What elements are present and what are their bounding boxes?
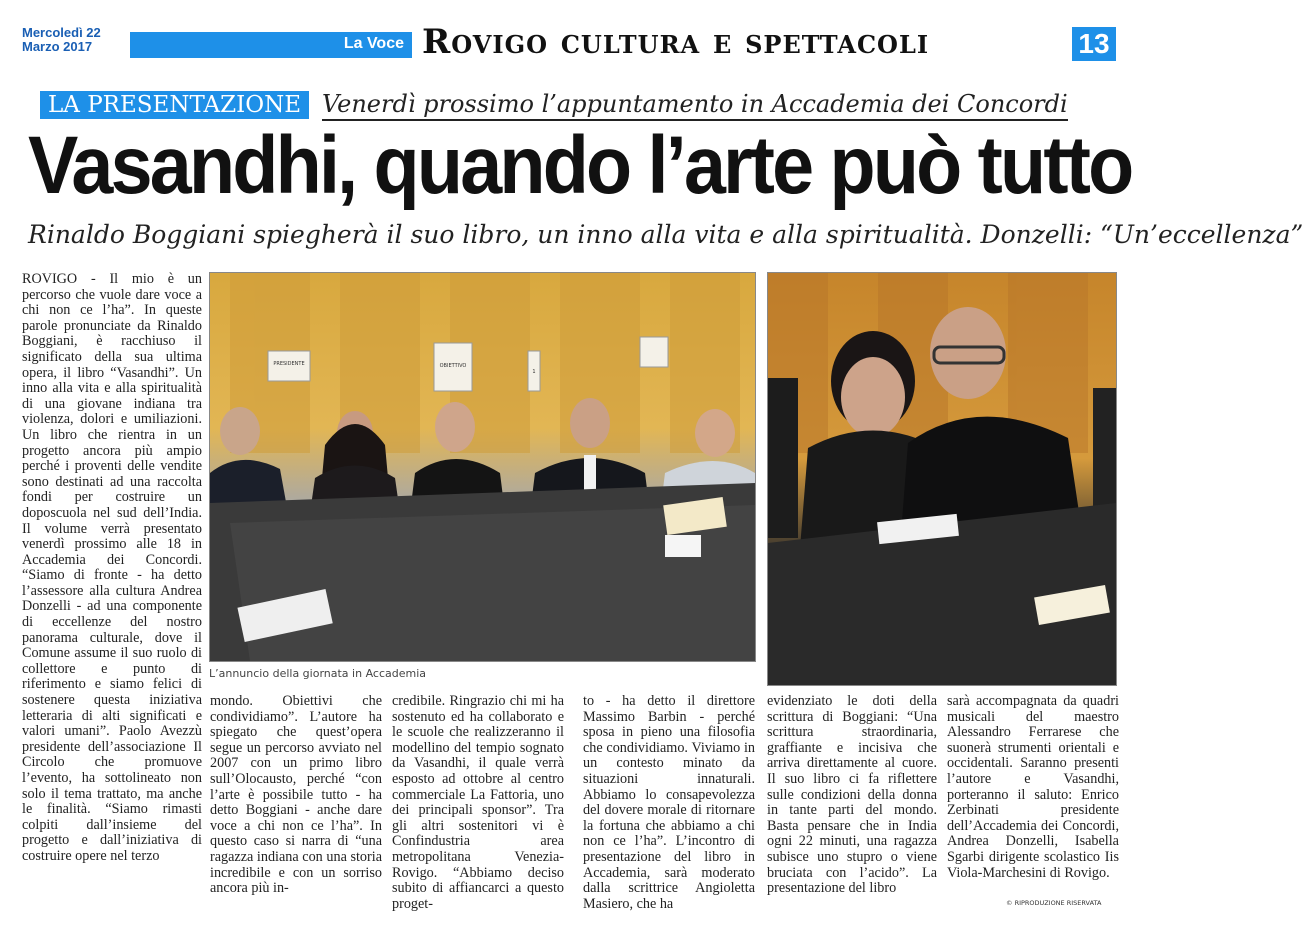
newspaper-name: La Voce — [343, 35, 404, 52]
standfirst: Rinaldo Boggiani spiegherà il suo libro, un inno alla vita e alla spiritualità. Donzelli: “Un’eccellenza” — [28, 220, 1303, 249]
article-column-6 — [947, 694, 1119, 881]
section-title — [422, 22, 929, 62]
issue-date-month: Marzo 2017 — [22, 39, 93, 54]
photo-caption: L’annuncio della giornata in Accademia — [209, 667, 426, 680]
article-column-1 — [22, 272, 202, 865]
column-text: credibile. Ringrazio chi mi ha sostenuto ed ha collaborato e le scuole che realizzeranno il modellino del tempio sognato da Vasandhi, il quale verrà esposto ad ottobre al centro commerciale La Fattoria, uno dei principali sponsor”. Tra gli altri sostenitori vi è Confindustria area metropolitana Venezia-Rovigo. “Abbiamo deciso subito di affiancarci a questo proget- — [392, 693, 564, 912]
column-text: evidenziato le doti della scrittura di Boggiani: “Una scrittura straordinaria, graffiante e incisiva che arriva direttamente al cuore. Il suo libro ci fa riflettere sulle condizioni della donna in tante parti del mondo. Basta pensare che in India ogni 22 minuti, una ragazza subisce uno stupro o viene bruciata con l’acido”. La presentazione del libro — [767, 693, 937, 897]
copyright-notice: © RIPRODUZIONE RISERVATA — [1006, 899, 1102, 907]
page-number: 13 — [1072, 27, 1116, 61]
article-column-4 — [583, 694, 755, 912]
press-conference-photo — [209, 272, 756, 662]
issue-date — [22, 26, 101, 54]
column-text: mondo. Obiettivi che condividiamo”. L’autore ha spiegato che quest’opera segue un percorso avviato nel 2007 con un primo libro sull’Olocausto, perché “con l’arte è possibile tutto - ha detto Boggiani - anche dare voce a chi non ce l’ha”. In questo caso si narra di “una ragazza indiana con una storia incredibile e con un sorriso ancora più in- — [210, 693, 382, 897]
sub-kicker: Venerdì prossimo l’appuntamento in Accademia dei Concordi — [322, 89, 1068, 121]
section-title-text: Rovigo cultura e spettacoli — [422, 22, 930, 62]
newspaper-bar — [130, 32, 412, 58]
author-portrait-illustration — [768, 273, 1116, 685]
wall-sign-1: PRESIDENTE — [273, 361, 305, 367]
column-text: ROVIGO - Il mio è un percorso che vuole dare voce a chi non ce l’ha”. In queste parole pronunciate da Rinaldo Boggiani, è racchiuso il significato della sua ultima opera, il libro “Vasandhi”. Un inno alla vita e alla spiritualità di una giovane indiana tra violenza, dolori e umiliazioni. Un libro che rientra in un progetto ancora più ampio perché i proventi delle vendite sono destinati ad una raccolta fondi per costruire un doposcuola nel sud dell’India. Il volume verrà presentato venerdì prossimo alle 18 in Accademia dei Concordi. “Siamo di fronte - ha detto l’assessore alla cultura Andrea Donzelli - ad una componente di eccellenze del nostro panorama culturale, dove il Comune assume il suo ruolo di collettore e punto di riferimento e siamo felici di sostenere questa iniziativa letteraria di alti significati e valori umani”. Paolo Avezzù presidente dell’associazione Il Circolo che promuove l’evento, ha sottolineato non solo il tema trattato, ma anche le finalità. “Siamo rimasti colpiti dall’insieme del progetto e dall’iniziativa di costruire opere nel terzo — [22, 271, 202, 864]
column-text: sarà accompagnata da quadri musicali del maestro Alessandro Ferrarese che suonerà strumenti orientali e occidentali. Saranno presenti l’autore e Vasandhi, porteranno il saluto: Enrico Zerbinati presidente dell’Accademia dei Concordi, Andrea Donzelli, Isabella Sgarbi dirigente scolastico Iis Viola-Marchesini di Rovigo. — [947, 693, 1119, 881]
author-portrait-photo — [767, 272, 1117, 686]
press-conference-illustration — [210, 273, 755, 661]
wall-sign-3: 1 — [532, 369, 536, 375]
article-column-2 — [210, 694, 382, 897]
kicker-label: LA PRESENTAZIONE — [40, 91, 309, 119]
issue-date-day: Mercoledì 22 — [22, 25, 101, 40]
headline: Vasandhi, quando l’arte può tutto — [28, 120, 1132, 211]
article-column-5 — [767, 694, 937, 897]
column-text: to - ha detto il direttore Massimo Barbin - perché sposa in pieno una filosofia che condividiamo. Viviamo in un contesto minato da situazioni innaturali. Abbiamo lo consapevolezza del dovere morale di ritornare la fortuna che abbiamo a chi non ce l’ha”. L’incontro di presentazione del libro in Accademia, sarà moderato dalla scrittrice Angioletta Masiero, che ha — [583, 693, 755, 912]
wall-sign-2: OBIETTIVO — [439, 363, 467, 369]
article-column-3 — [392, 694, 564, 912]
